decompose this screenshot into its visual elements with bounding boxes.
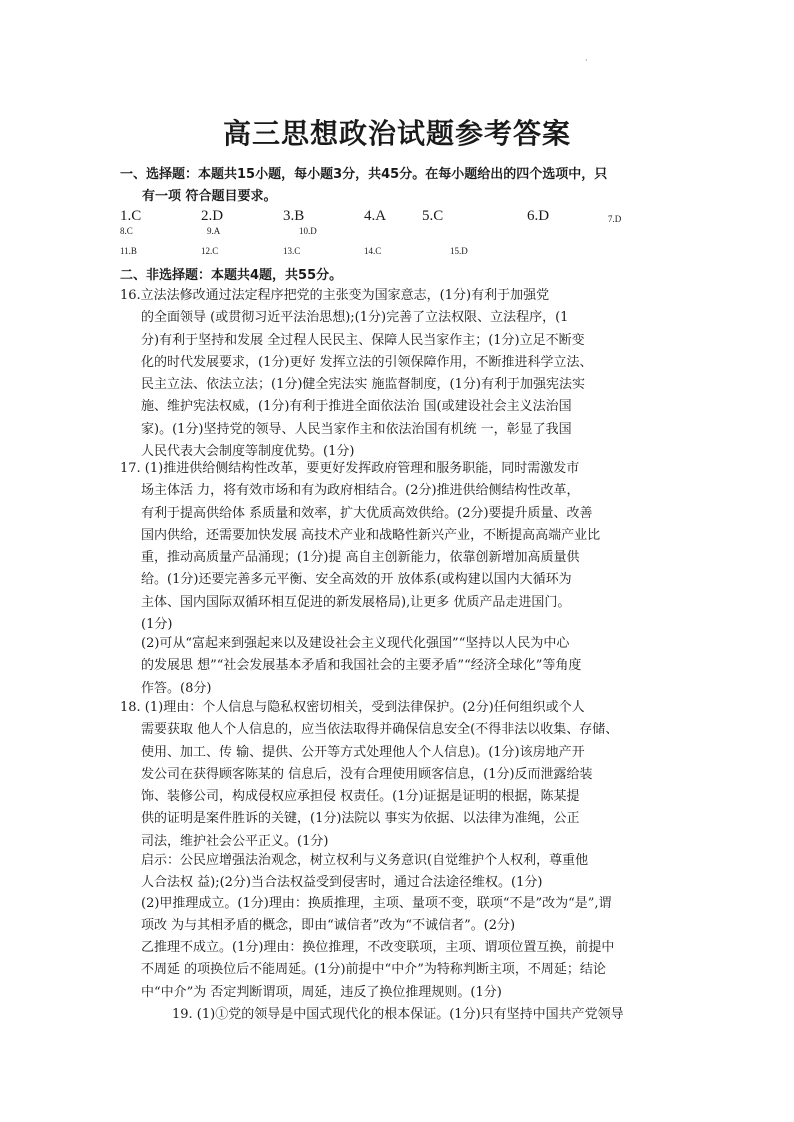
q17-2-line: 作答。(8分) — [141, 680, 212, 696]
q17-line: 重，推动高质量产品涌现；(1分)提 高自主创新能力，依靠创新增加高质量供 — [141, 550, 580, 566]
answer-8: 8.C — [120, 226, 133, 236]
answer-7: 7.D — [608, 214, 622, 224]
q16-line: 的全面领导 (或贯彻习近平法治思想);(1分)完善了立法权限、立法程序，(1 — [141, 310, 569, 326]
q17-line: (1分) — [141, 617, 173, 633]
section-1-line-1: 一、选择题：本题共15小题，每小题3分，共45分。在每小题给出的四个选项中，只 — [120, 167, 608, 182]
answer-15: 15.D — [450, 246, 468, 256]
q17-line: 17. (1)推进供给侧结构性改革，要更好发挥政府管理和服务职能，同时需激发市 — [120, 461, 580, 476]
question-18-part-1 — [120, 697, 618, 853]
question-18-part-3 — [141, 937, 614, 1004]
q18-line: 需要获取 他人个人信息的，应当依法取得并确保信息安全(不得非法以收集、存储、 — [141, 722, 619, 738]
question-18-hint — [141, 850, 588, 895]
question-19 — [172, 1004, 624, 1026]
answer-11: 11.B — [120, 246, 137, 256]
answer-5: 5.C — [422, 208, 444, 224]
answer-14: 14.C — [364, 246, 382, 256]
q18-line: 18. (1)理由：个人信息与隐私权密切相关，受到法律保护。(2分)任何组织或个人 — [120, 700, 585, 715]
q17-line: 主体、国内国际双循环相互促进的新发展格局),让更多 优质产品走进国门。 — [141, 594, 571, 610]
q18-line: 供的证明是案件胜诉的关键，(1分)法院以 事实为依据、以法律为准绳，公正 — [141, 811, 580, 827]
question-18-part-2 — [141, 893, 612, 938]
question-17-part-2 — [141, 633, 581, 700]
answer-1: 1.C — [120, 208, 142, 224]
section-1-heading — [120, 164, 640, 208]
q18-hint-line: 启示：公民应增强法治观念，树立权利与义务意识(自觉维护个人权利，尊重他 — [141, 853, 589, 868]
answer-12: 12.C — [201, 246, 219, 256]
q16-line: 施、维护宪法权威，(1分)有利于推进全面依法治 国(或建设社会主义法治国 — [141, 399, 572, 415]
answer-6: 6.D — [527, 208, 550, 224]
answer-13: 13.C — [283, 246, 301, 256]
question-17-part-1 — [120, 458, 600, 636]
q18-hint-line: 人合法权 益);(2分)当合法权益受到侵害时，通过合法途径维权。(1分) — [141, 875, 543, 891]
section-2-heading: 二、非选择题：本题共4题，共55分。 — [120, 268, 343, 283]
q18-line: 司法，维护社会公平正义。(1分) — [141, 833, 329, 849]
answer-9: 9.A — [207, 226, 221, 236]
answer-4: 4.A — [364, 208, 387, 224]
q17-line: 国内供给，还需要加快发展 高技术产业和战略性新兴产业，不断提高高端产业比 — [141, 527, 601, 543]
q16-line: 分)有利于坚持和发展 全过程人民民主、保障人民当家作主；(1分)立足不断变 — [141, 332, 585, 348]
section-1-line-2: 有一项 符合题目要求。 — [142, 189, 277, 204]
q18-3-line: 不周延 的项换位后不能周延。(1分)前提中“中介”为特称判断主项，不周延；结论 — [141, 962, 606, 978]
page-title: 高三思想政治试题参考答案 — [222, 117, 571, 150]
q16-line: 家)。(1分)坚持党的领导、人民当家作主和依法治国有机统 一，彰显了我国 — [141, 421, 572, 437]
q16-line: 化的时代发展要求，(1分)更好 发挥立法的引领保障作用，不断推进科学立法、 — [141, 354, 593, 370]
answer-3: 3.B — [283, 208, 305, 224]
q17-line: 场主体活 力，将有效市场和有为政府相结合。(2分)推进供给侧结构性改革， — [141, 483, 580, 499]
q18-line: 使用、加工、传 输、提供、公开等方式处理他人个人信息)。(1分)该房地产开 — [141, 744, 585, 760]
question-16 — [120, 285, 593, 463]
q16-line: 人民代表大会制度等制度优势。(1分) — [141, 444, 355, 460]
q16-line: 民主立法、依法立法；(1分)健全宪法实 施监督制度，(1分)有利于加强宪法实 — [141, 377, 585, 393]
q17-line: 给。(1分)还要完善多元平衡、安全高效的开 放体系(或构建以国内大循环为 — [141, 572, 572, 588]
answer-10: 10.D — [299, 226, 317, 236]
q18-line: 发公司在获得顾客陈某的 信息后，没有合理使用顾客信息，(1分)反而泄露给装 — [141, 766, 593, 782]
q17-line: 有利于提高供给体 系质量和效率，扩大优质高效供给。(2分)要提升质量、改善 — [141, 505, 593, 521]
q18-2-line: (2)甲推理成立。(1分)理由：换质推理，主项、量项不变，联项“不是”改为“是”,谓 — [141, 896, 612, 911]
corner-mark: · — [585, 56, 588, 65]
q18-3-line: 中“中介”为 否定判断谓项，周延，违反了换位推理规则。(1分) — [141, 984, 502, 1000]
q16-line: 16.立法法修改通过法定程序把党的主张变为国家意志，(1分)有利于加强党 — [120, 288, 550, 303]
q17-2-line: 的发展思 想”“社会发展基本矛盾和我国社会的主要矛盾”“经济全球化”等角度 — [141, 658, 582, 674]
q17-2-line: (2)可从“富起来到强起来以及建设社会主义现代化强国”“坚持以人民为中心 — [141, 636, 570, 651]
answer-2: 2.D — [201, 208, 224, 224]
q19-line: 19. (1)①党的领导是中国式现代化的根本保证。(1分)只有坚持中国共产党领导 — [172, 1007, 624, 1022]
q18-line: 饰、装修公司，构成侵权应承担侵 权责任。(1分)证据是证明的根据，陈某提 — [141, 789, 580, 805]
q18-2-line: 项改 为与其相矛盾的概念，即由“诚信者”改为“不诚信者”。(2分) — [141, 918, 516, 934]
q18-3-line: 乙推理不成立。(1分)理由：换位推理，不改变联项，主项、谓项位置互换，前提中 — [141, 940, 615, 955]
